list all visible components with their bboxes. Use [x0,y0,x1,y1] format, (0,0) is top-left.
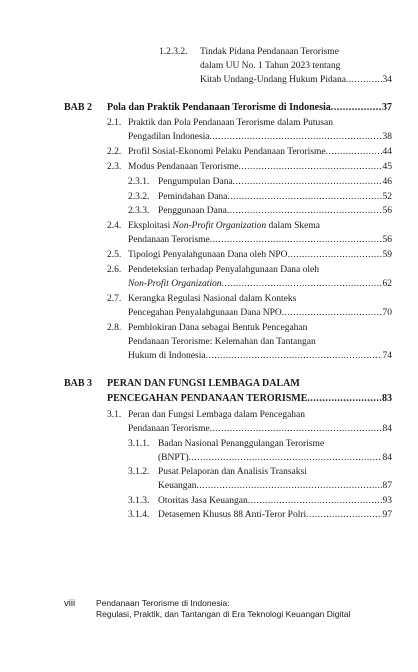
toc-entry-row[interactable] [158,176,392,188]
toc-entry-text: Detasemen Khusus 88 Anti-Teror Polri [158,510,307,520]
toc-page-number: 45 [382,162,392,172]
footer-book-subtitle: Regulasi, Praktik, dan Tantangan di Era Teknologi Keuangan Digital [96,609,351,619]
toc-entry-text: Badan Nasional Penanggulangan Terorisme [158,439,325,449]
toc-leader [326,146,382,158]
toc-entry-number: 2.4. [107,221,122,231]
toc-entry-text: Hukum di Indonesia [128,351,206,361]
toc-page-number: 70 [382,308,392,318]
toc-leader [233,176,382,188]
toc-entry-row[interactable] [128,307,392,319]
toc-entry-number: 2.3.3. [128,206,150,216]
toc-entry-text: Tipologi Penyalahgunaan Dana oleh NPO [128,250,288,260]
toc-entry-row[interactable] [158,509,392,521]
toc-leader [197,480,382,492]
toc-entry-text: Pengumpulan Dana [158,177,233,187]
toc-leader [346,74,382,86]
toc-entry-row[interactable] [128,350,392,362]
toc-leader [189,452,382,464]
toc-entry-number: 3.1. [107,410,122,420]
toc-leader [210,423,382,435]
toc-entry-number: 3.1.2. [128,467,150,477]
toc-entry-text: Peran dan Fungsi Lembaga dalam Pencegahan [128,410,306,420]
toc-entry-number: 2.7. [107,294,122,304]
toc-leader [227,205,382,217]
toc-entry-text: dalam UU No. 1 Tahun 2023 tentang [200,61,341,71]
toc-page-number: 34 [382,75,392,85]
toc-entry-text: Otoritas Jasa Keuangan [158,496,248,506]
toc-entry-text: Pengadilan Indonesia [128,132,210,142]
toc-entry-number: 2.2. [107,147,122,157]
footer-book-title: Pendanaan Terorisme di Indonesia: [96,598,230,608]
toc-leader [288,249,382,261]
toc-page-number: 44 [382,147,392,157]
chapter-row[interactable] [107,101,392,114]
toc-entry-row[interactable] [128,278,392,290]
footer-page-number: viii [64,598,76,609]
toc-entry-row[interactable] [158,452,392,464]
toc-entry-text: Profil Sosial-Ekonomi Pelaku Pendanaan Terorisme [128,147,326,157]
toc-entry-text: Modus Pendanaan Terorisme [128,162,239,172]
toc-entry-text: Pendanaan Terorisme [128,424,210,434]
toc-page-number: 97 [382,510,392,520]
toc-entry-text: Pendanaan Terorisme: Kelemahan dan Tantangan [128,337,316,347]
toc-leader [282,307,382,319]
chapter-title: PENCEGAHAN PENDANAAN TERORISME [107,393,308,404]
chapter-label: BAB 3 [64,378,93,389]
toc-entry-text: Pemblokiran Dana sebagai Bentuk Pencegahan [128,323,308,333]
toc-entry-text: Non-Profit Organization [128,279,222,289]
toc-entry-row[interactable] [200,74,392,86]
toc-entry-text: (BNPT) [158,453,189,463]
chapter-label: BAB 2 [64,102,93,113]
toc-leader [222,278,382,290]
toc-leader [206,350,382,362]
toc-page-number: 83 [382,393,392,404]
toc-page-number: 56 [382,206,392,216]
toc-page-number: 87 [382,481,392,491]
toc-entry-number: 2.8. [107,323,122,333]
toc-entry-number: 3.1.1. [128,439,150,449]
toc-entry-number: 2.5. [107,250,122,260]
toc-entry-row[interactable] [158,191,392,203]
toc-page-number: 37 [382,102,392,113]
toc-entry-number: 2.6. [107,265,122,275]
toc-entry-row[interactable] [128,423,392,435]
toc-entry-number: 2.3.2. [128,192,150,202]
toc-page-number: 56 [382,235,392,245]
toc-entry-text: Pemindahan Dana [158,192,228,202]
toc-page-number: 62 [382,279,392,289]
toc-entry-text: Pencegahan Penyalahgunaan Dana NPO [128,308,282,318]
toc-entry-row[interactable] [128,146,392,158]
toc-entry-row[interactable] [158,205,392,217]
toc-entry-number: 2.1. [107,118,122,128]
toc-entry-number: 1.2.3.2. [159,47,188,57]
toc-leader [210,131,382,143]
toc-page-number: 52 [382,192,392,202]
chapter-title: Pola dan Praktik Pendanaan Terorisme di Indonesia [107,102,331,113]
toc-leader [227,191,381,203]
toc-leader [210,234,382,246]
toc-entry-text: Eksploitasi Non-Profit Organization dalam Skema [128,221,320,231]
toc-entry-row[interactable] [128,131,392,143]
toc-entry-row[interactable] [158,495,392,507]
toc-page-number: 46 [382,177,392,187]
toc-leader [239,161,382,173]
toc-entry-text: Tindak Pidana Pendanaan Terorisme [200,47,339,57]
toc-entry-text: Praktik dan Pola Pendanaan Terorisme dalam Putusan [128,118,333,128]
toc-entry-text: Kerangka Regulasi Nasional dalam Konteks [128,294,297,304]
toc-entry-text: Keuangan [158,481,197,491]
chapter-title: PERAN DAN FUNGSI LEMBAGA DALAM [107,378,300,389]
toc-page-number: 93 [382,496,392,506]
toc-entry-text: Penggunaan Dana [158,206,227,216]
page-footer [0,596,418,636]
toc-leader [248,495,382,507]
toc-entry-text: Pusat Pelaporan dan Analisis Transaksi [158,467,307,477]
toc-page-number: 59 [382,250,392,260]
toc-leader [331,101,381,114]
chapter-row[interactable] [107,392,392,405]
toc-entry-number: 3.1.3. [128,496,150,506]
toc-leader [307,392,381,405]
toc-entry-row[interactable] [128,161,392,173]
toc-entry-row[interactable] [128,249,392,261]
toc-entry-text: Pendanaan Terorisme [128,235,210,245]
toc-entry-text: Pendeteksian terhadap Penyalahgunaan Dana oleh [128,265,319,275]
toc-leader [306,509,381,521]
toc-page-number: 74 [382,351,392,361]
toc-page-number: 84 [382,453,392,463]
toc-entry-row[interactable] [158,480,392,492]
toc-entry-number: 2.3.1. [128,177,150,187]
toc-entry-row[interactable] [128,234,392,246]
toc-page-number: 84 [382,424,392,434]
toc-entry-number: 2.3. [107,162,122,172]
toc-entry-text: Kitab Undang-Undang Hukum Pidana [200,75,346,85]
toc-entry-number: 3.1.4. [128,510,150,520]
toc-page-number: 38 [382,132,392,142]
